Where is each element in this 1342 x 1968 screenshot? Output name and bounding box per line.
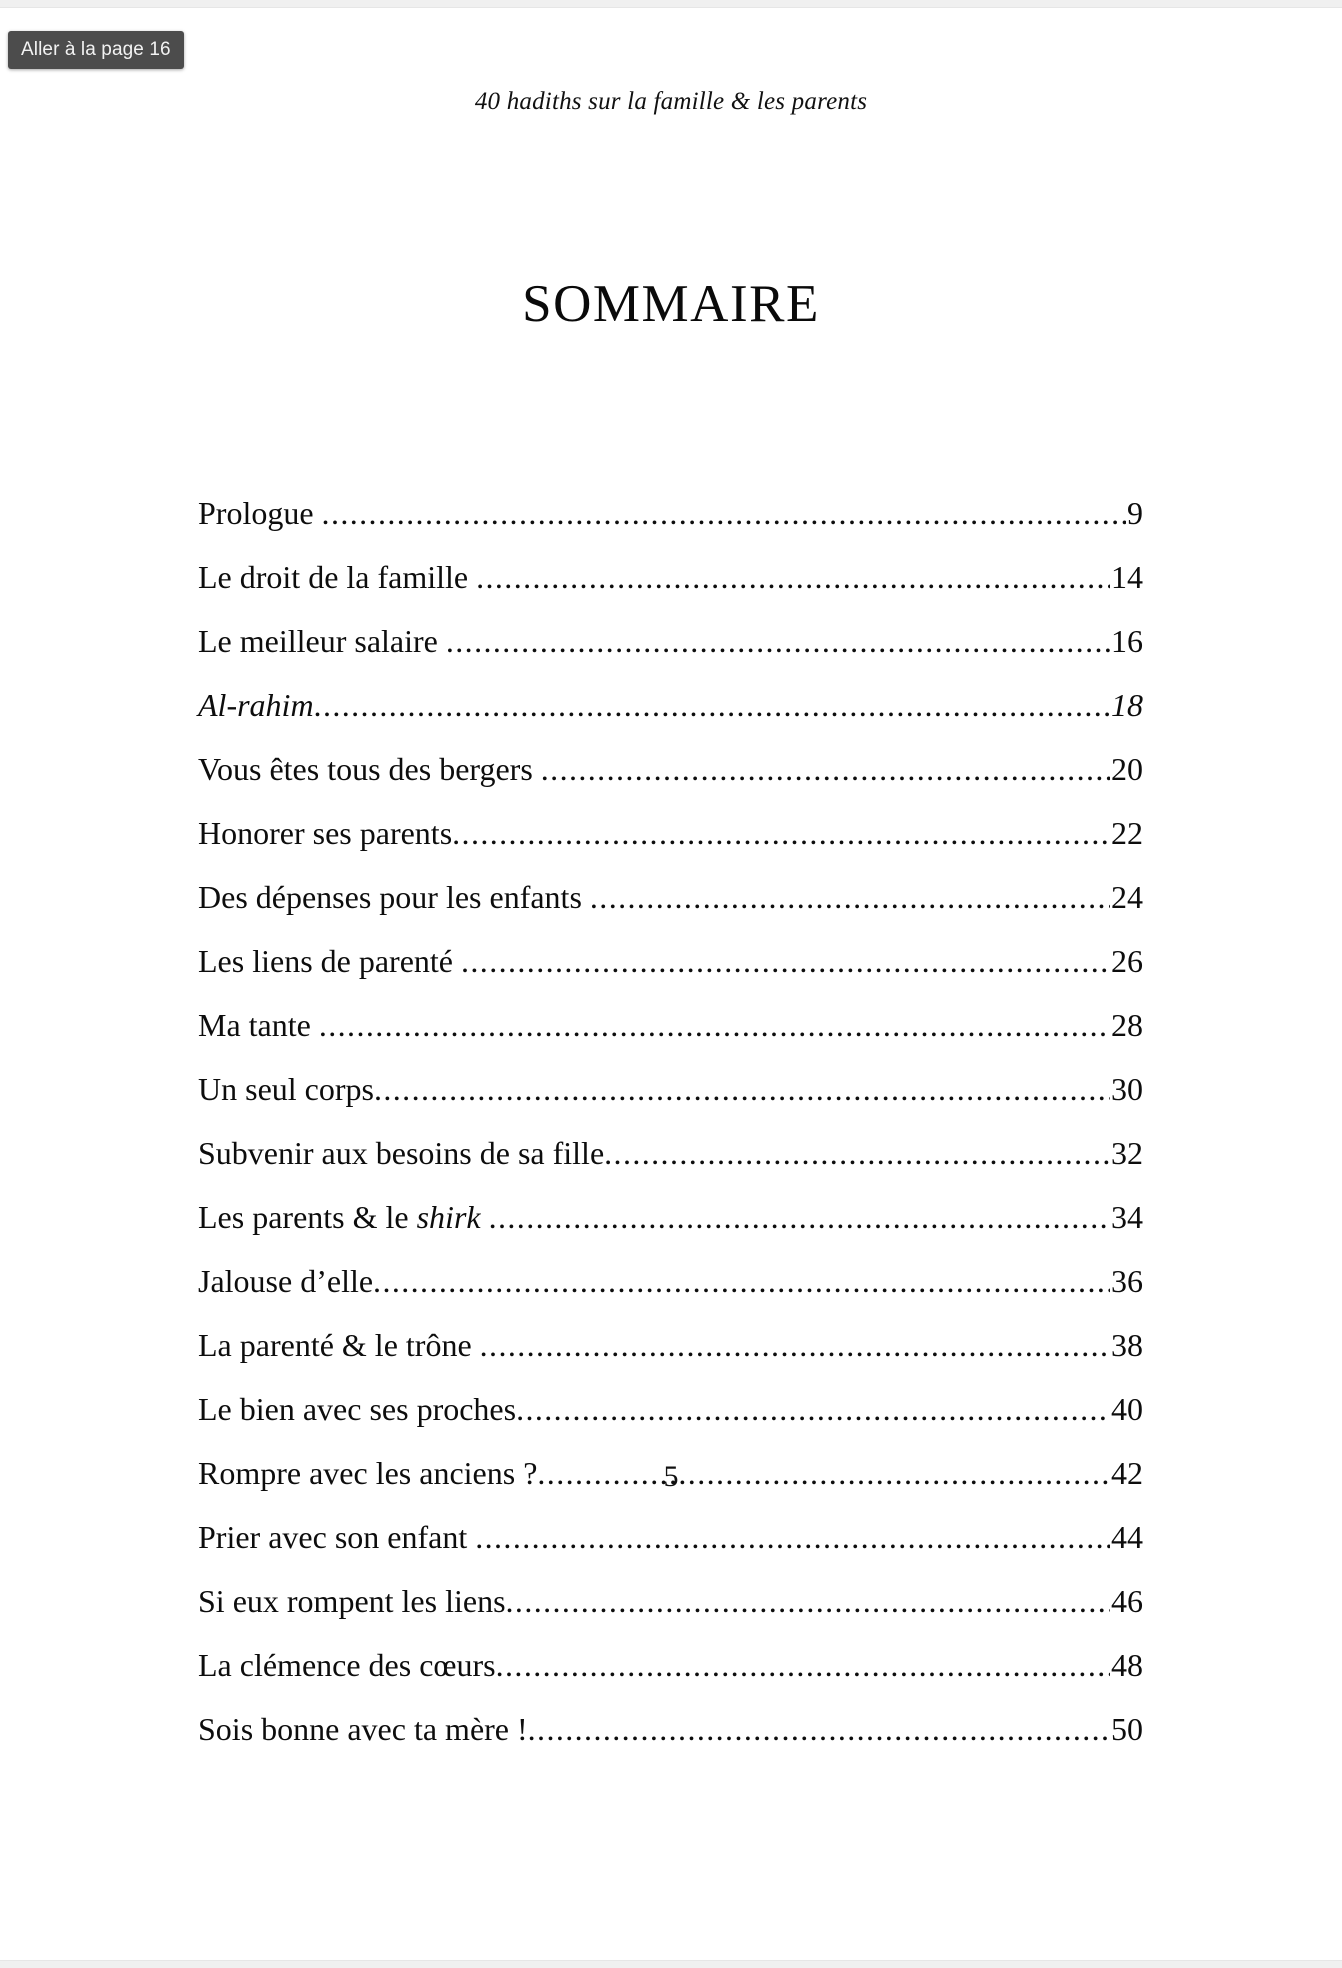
toc-entry-label: Le droit de la famille — [198, 559, 469, 595]
toc-entry[interactable] — [198, 1633, 1143, 1697]
toc-entry-label-emphasis: shirk — [416, 1199, 481, 1235]
toc-entry[interactable] — [198, 1249, 1143, 1313]
toc-entry-page-number: 20 — [1111, 751, 1143, 787]
running-head: 40 hadiths sur la famille & les parents — [474, 88, 868, 115]
toc-entry-page-number: 14 — [1111, 559, 1143, 595]
toc-dot-leader — [604, 1121, 1110, 1185]
toc-entry-page-number: 44 — [1111, 1519, 1143, 1555]
toc-entry-page-number: 16 — [1111, 623, 1143, 659]
toc-entry-label: Ma tante — [198, 1007, 311, 1043]
toc-dot-leader — [590, 865, 1110, 929]
table-of-contents — [198, 481, 1143, 1761]
toc-entry-label: Rompre avec les anciens ? — [198, 1455, 538, 1491]
toc-entry-label: La clémence des cœurs — [198, 1647, 496, 1683]
toc-entry[interactable] — [198, 1121, 1143, 1185]
toc-entry-label: Les liens de parenté — [198, 943, 453, 979]
toc-entry-page-number: 22 — [1111, 815, 1143, 851]
toc-dot-leader — [489, 1185, 1110, 1249]
toc-entry-label: Sois bonne avec ta mère ! — [198, 1711, 528, 1747]
toc-entry[interactable] — [198, 1697, 1143, 1761]
toc-dot-leader — [461, 929, 1110, 993]
toc-entry-page-number: 24 — [1111, 879, 1143, 915]
toc-entry-page-number: 42 — [1111, 1455, 1143, 1491]
toc-entry-label: Les parents & le shirk — [198, 1199, 481, 1235]
toc-entry[interactable] — [198, 1185, 1143, 1249]
toc-entry-label: Si eux rompent les liens — [198, 1583, 506, 1619]
toc-dot-leader — [314, 673, 1110, 737]
toc-entry[interactable] — [198, 481, 1143, 545]
toc-entry[interactable] — [198, 993, 1143, 1057]
toc-entry-label: Vous êtes tous des bergers — [198, 751, 533, 787]
toc-entry-label: Le meilleur salaire — [198, 623, 438, 659]
toc-entry-label: Un seul corps — [198, 1071, 374, 1107]
toc-entry-page-number: 18 — [1111, 687, 1143, 723]
toc-dot-leader — [374, 1057, 1110, 1121]
toc-entry-page-number: 38 — [1111, 1327, 1143, 1363]
toc-entry[interactable] — [198, 545, 1143, 609]
toc-entry-page-number: 46 — [1111, 1583, 1143, 1619]
toc-entry-page-number: 9 — [1127, 495, 1143, 531]
toc-entry[interactable] — [198, 737, 1143, 801]
toc-dot-leader — [480, 1313, 1110, 1377]
toc-dot-leader — [496, 1633, 1110, 1697]
toc-entry-page-number: 34 — [1111, 1199, 1143, 1235]
go-to-page-tooltip: Aller à la page 16 — [8, 31, 184, 69]
toc-entry-label: Le bien avec ses proches — [198, 1391, 517, 1427]
toc-entry-page-number: 30 — [1111, 1071, 1143, 1107]
toc-dot-leader — [506, 1569, 1110, 1633]
toc-dot-leader — [319, 993, 1110, 1057]
toc-dot-leader — [541, 737, 1110, 801]
toc-entry[interactable] — [198, 1057, 1143, 1121]
toc-dot-leader — [516, 1377, 1110, 1441]
toc-entry-label: Honorer ses parents — [198, 815, 453, 851]
toc-entry[interactable] — [198, 1505, 1143, 1569]
toc-dot-leader — [476, 545, 1110, 609]
toc-entry-page-number: 28 — [1111, 1007, 1143, 1043]
toc-dot-leader — [373, 1249, 1110, 1313]
toc-entry-page-number: 26 — [1111, 943, 1143, 979]
toc-entry-page-number: 32 — [1111, 1135, 1143, 1171]
toc-entry-label: Subvenir aux besoins de sa fille — [198, 1135, 605, 1171]
toc-entry-page-number: 48 — [1111, 1647, 1143, 1683]
toc-entry-page-number: 50 — [1111, 1711, 1143, 1747]
toc-entry[interactable] — [198, 673, 1143, 737]
toc-dot-leader — [322, 481, 1126, 545]
pdf-page-sheet — [0, 8, 1342, 1960]
toc-entry-page-number: 36 — [1111, 1263, 1143, 1299]
toc-entry-label: Prier avec son enfant — [198, 1519, 468, 1555]
toc-entry-label: La parenté & le trône — [198, 1327, 472, 1363]
toc-dot-leader — [475, 1505, 1110, 1569]
toc-dot-leader — [528, 1697, 1110, 1761]
toc-entry[interactable] — [198, 801, 1143, 865]
toc-entry[interactable] — [198, 1313, 1143, 1377]
toc-entry-label: Jalouse d’elle — [198, 1263, 374, 1299]
toc-entry[interactable] — [198, 929, 1143, 993]
toc-entry[interactable] — [198, 609, 1143, 673]
toc-dot-leader — [452, 801, 1110, 865]
toc-entry[interactable] — [198, 1377, 1143, 1441]
page-folio-number: 5 — [663, 1460, 679, 1493]
page-title: SOMMAIRE — [522, 275, 820, 333]
toc-entry-label: Des dépenses pour les enfants — [198, 879, 582, 915]
toc-entry[interactable] — [198, 1569, 1143, 1633]
toc-dot-leader — [446, 609, 1110, 673]
toc-entry-label: Prologue — [198, 495, 314, 531]
toc-entry-label: Al-rahim — [198, 687, 314, 723]
toc-entry-page-number: 40 — [1111, 1391, 1143, 1427]
toc-entry[interactable] — [198, 865, 1143, 929]
